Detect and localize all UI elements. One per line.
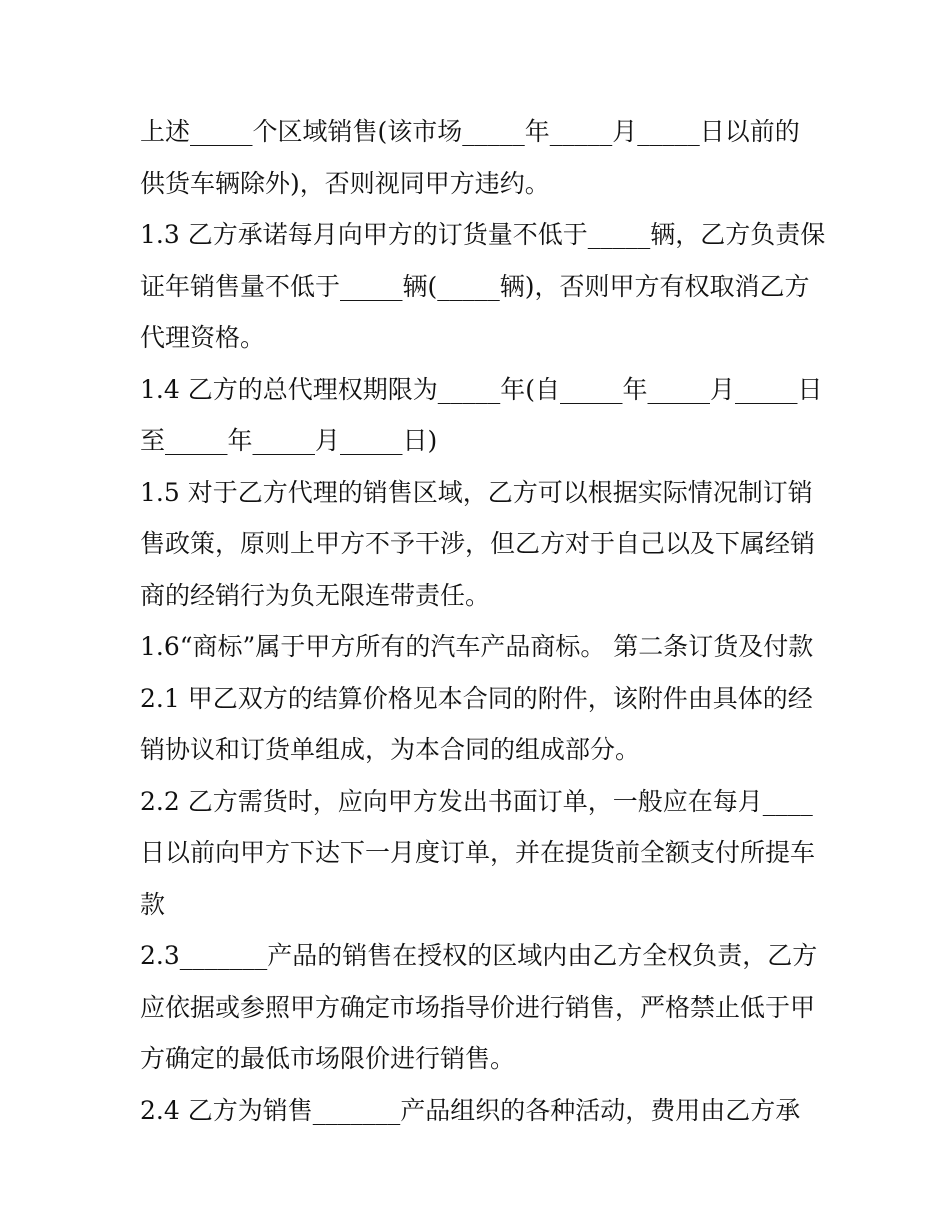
text-line: 商的经销行为负无限连带责任。 bbox=[140, 580, 491, 610]
text-line: 2.3_______产品的销售在授权的区域内由乙方全权负责，乙方 bbox=[140, 941, 818, 970]
text-line: 代理资格。 bbox=[140, 323, 266, 352]
text-line: 方确定的最低市场限价进行销售。 bbox=[140, 1044, 516, 1073]
text-line: 供货车辆除外)，否则视同甲方违约。 bbox=[140, 168, 550, 198]
text-line: 应依据或参照甲方确定市场指导价进行销售，严格禁止低于甲 bbox=[140, 992, 816, 1022]
text-line: 1.3 乙方承诺每月向甲方的订货量不低于_____辆，乙方负责保 bbox=[140, 220, 826, 249]
text-line: 上述_____个区域销售(该市场_____年_____月_____日以前的 bbox=[140, 117, 800, 146]
text-line: 日以前向甲方下达下一月度订单，并在提货前全额支付所提车 bbox=[140, 838, 816, 867]
text-line: 1.6“商标”属于甲方所有的汽车产品商标。 第二条订货及付款 bbox=[140, 632, 814, 661]
text-line: 售政策，原则上甲方不予干涉，但乙方对于自己以及下属经销 bbox=[140, 529, 816, 558]
text-line: 1.5 对于乙方代理的销售区域，乙方可以根据实际情况制订销 bbox=[140, 477, 813, 507]
document-body bbox=[140, 106, 826, 1136]
text-line: 款 bbox=[140, 889, 166, 919]
text-line: 1.4 乙方的总代理权期限为_____年(自_____年_____月_____日 bbox=[140, 374, 823, 404]
text-line: 证年销售量不低于_____辆(_____辆)，否则甲方有权取消乙方 bbox=[140, 271, 810, 301]
text-line: 至_____年_____月_____日) bbox=[140, 426, 438, 455]
text-line: 2.1 甲乙双方的结算价格见本合同的附件，该附件由具体的经 bbox=[140, 683, 813, 713]
text-line: 2.4 乙方为销售_______产品组织的各种活动，费用由乙方承 bbox=[140, 1095, 801, 1125]
text-line: 2.2 乙方需货时，应向甲方发出书面订单，一般应在每月____ bbox=[140, 786, 813, 816]
text-line: 销协议和订货单组成，为本合同的组成部分。 bbox=[140, 735, 641, 764]
